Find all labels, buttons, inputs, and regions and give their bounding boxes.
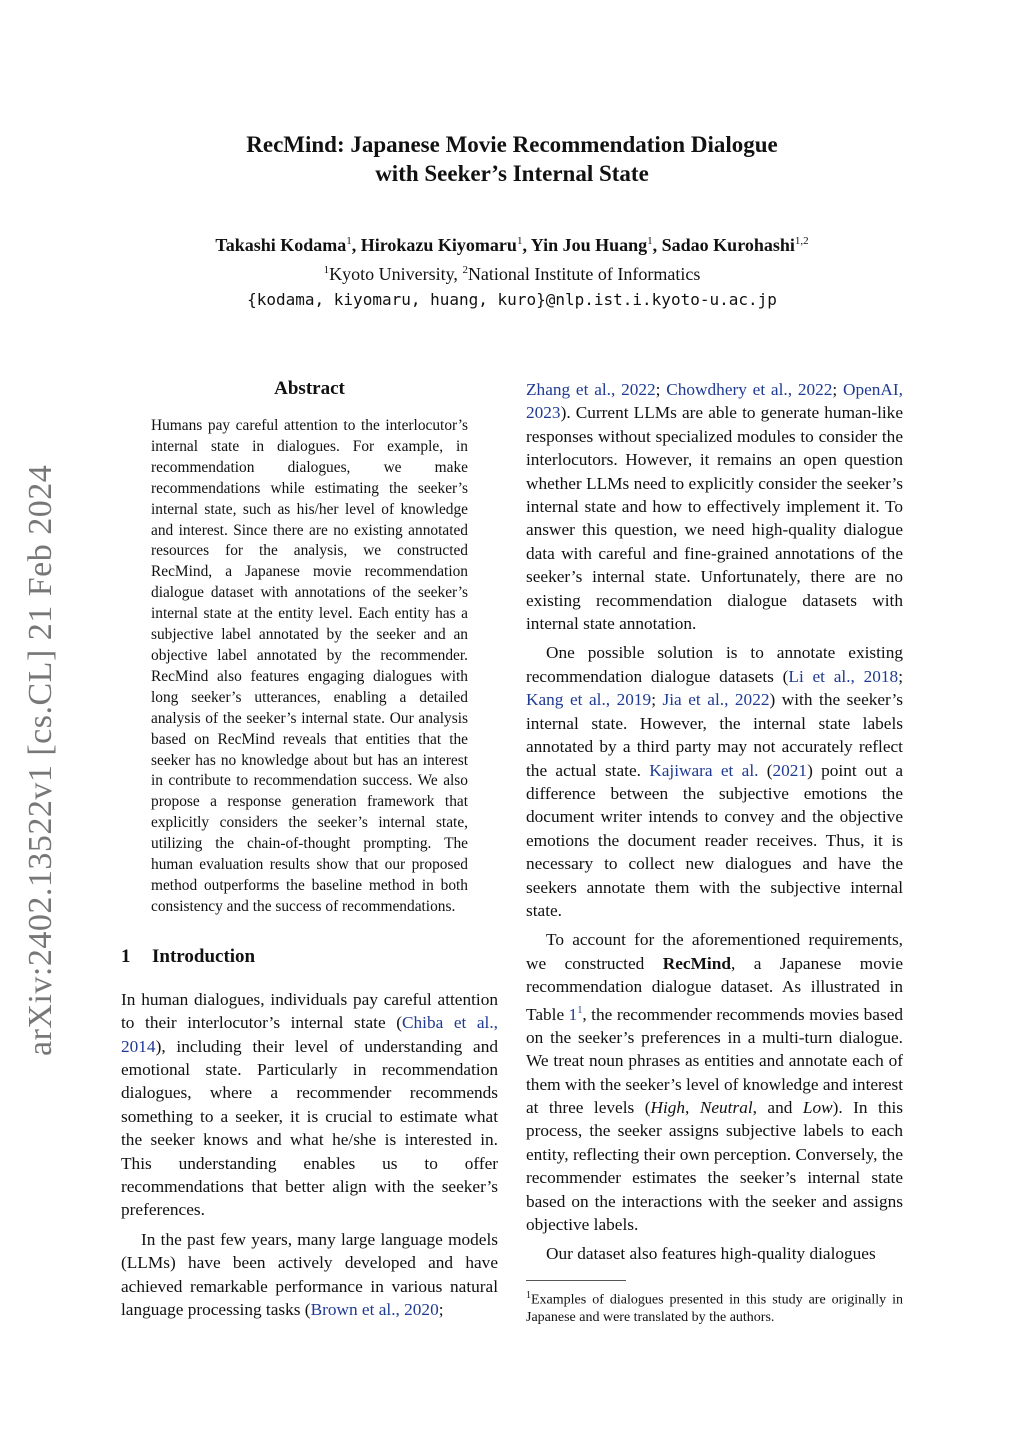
author-names — [0, 229, 1024, 258]
text-run: ), including their level of understanding and emotional state. Particularly in recommendation dialogues, where a recommender recommends something to a seeker, it is crucial to estimate what the seeker knows and what he/she is interested in. This understanding enables us to offer recommendations that better align with the seeker’s preferences. — [121, 1036, 498, 1220]
level-neutral: Neutral — [699, 1097, 753, 1117]
footnote-text: Examples of dialogues presented in this study are originally in Japanese and were translated by the authors. — [526, 1292, 903, 1326]
citation-zhang-2022[interactable]: Zhang et al., 2022 — [526, 380, 656, 399]
footnote-1-link[interactable]: 1 — [577, 1004, 583, 1016]
citation-jia-2022[interactable]: Jia et al., 2022 — [662, 690, 770, 710]
footnote-1 — [526, 1287, 903, 1328]
text-run: In the past few years, many large language models (LLMs) have been actively developed and have achieved remarkable performance in various natural language processing tasks ( — [121, 1229, 498, 1320]
author-block — [0, 229, 1024, 312]
text-run: ; — [898, 666, 903, 686]
citation-chiba-2014[interactable]: Chiba et al., 2014 — [121, 1013, 498, 1056]
text-run: ). Current LLMs are able to generate human-like responses without specialized modules to consider the interlocutors. However, it remains an open question whether LLMs need to explicitly consider the seeker’s internal state and how to effectively implement it. To answer this question, we need high-quality dialogue data with careful and fine-grained annotations of the seeker’s internal state. Unfortunately, there are no existing recommendation dialogue datasets with internal state annotation. — [526, 403, 903, 634]
text-run: ) point out a difference between the subjective emotions the document writer intends to convey and the objective emotions the document reader receives. Thus, it is necessary to collect new dialogues and have the seekers annotate them with the subjective internal state. — [526, 760, 903, 920]
text-run: ; — [832, 380, 843, 399]
footnote-divider — [526, 1280, 626, 1281]
text-run: ( — [758, 760, 773, 780]
text-run: ; — [655, 380, 667, 399]
text-run: , — [685, 1097, 700, 1117]
abstract-heading: Abstract — [274, 378, 345, 399]
affiliation-2: National Institute of Informatics — [467, 264, 701, 284]
author-emails: {kodama, kiyomaru, huang, kuro}@nlp.ist.i.kyoto-u.ac.jp — [247, 290, 777, 309]
intro-paragraph-2 — [121, 1228, 498, 1322]
intro-paragraph-5: Our dataset also features high-quality dialogues — [546, 1244, 876, 1264]
text-run: One possible solution is to annotate existing recommendation dialogue datasets ( — [526, 643, 903, 686]
text-run: , the recommender recommends movies based on the seeker’s preferences in a multi-turn dialogue. We treat noun phrases as entities and annotate each of them with the seeker’s level of knowledge and interest at three levels ( — [526, 1004, 903, 1117]
level-high: High — [650, 1097, 686, 1117]
affiliation-1: Kyoto University, — [329, 264, 463, 284]
paper-title — [0, 130, 1024, 188]
section-title: Introduction — [152, 945, 256, 967]
text-run: ; — [438, 1300, 444, 1320]
citation-openai-2023[interactable]: OpenAI, 2023 — [526, 380, 903, 423]
level-low: Low — [802, 1097, 833, 1117]
citation-chowdhery-2022[interactable]: Chowdhery et al., 2022 — [666, 380, 833, 399]
citation-kang-2019[interactable]: Kang et al., 2019 — [526, 690, 652, 710]
author-1: Takashi Kodama — [215, 235, 347, 255]
arxiv-stamp — [14, 450, 70, 1060]
table-1-link[interactable]: 1 — [568, 1004, 578, 1024]
text-run: ). In this process, the seeker assigns subjective labels to each entity, reflecting their own perception. Conversely, the recommender estimates the seeker’s internal state based on the interactions with the seeker and assigns objective labels. — [526, 1097, 903, 1234]
affiliation-1-mark: 1 — [323, 264, 330, 276]
intro-paragraph-2-continued — [526, 378, 903, 635]
author-2: , Hirokazu Kiyomaru — [351, 235, 517, 255]
text-run: ; — [651, 690, 663, 710]
abstract-text: Humans pay careful attention to the interlocutor’s internal state in dialogues. For example, in recommendation dialogues, we make recommendations while estimating the seeker’s internal state, such as his/her level of knowledge and interest. Since there are no existing annotated resources for the analysis, we constructed RecMind, a Japanese movie recommendation dialogue dataset with annotations of the seeker’s internal state at the entity level. Each entity has a subjective label annotated by the seeker and an objective label annotated by the recommender. RecMind also features engaging dialogues with long seeker’s utterances, enabling a detailed analysis of the seeker’s internal state. Our analysis based on RecMind reveals that entities that the seeker has no knowledge about but has an interest in contribute to recommendation success. We also propose a response generation framework that explicitly considers the seeker’s internal state, utilizing the chain-of-thought prompting. The human evaluation results show that our proposed method outperforms the baseline method in both consistency and the success of recommendations. — [151, 417, 468, 915]
author-4: , Sadao Kurohashi — [652, 235, 795, 255]
citation-kajiwara-year[interactable]: 2021 — [772, 760, 808, 780]
text-run: , a Japanese movie recommendation dialogue dataset. As illustrated in Table — [526, 953, 903, 1024]
citation-brown-2020[interactable]: Brown et al., 2020 — [310, 1300, 439, 1320]
left-column — [121, 378, 498, 1327]
text-run: ) with the seeker’s internal state. However, the internal state labels annotated by a third party may not accurately reflect the actual state. — [526, 690, 903, 780]
dataset-name: RecMind — [662, 953, 731, 973]
text-run: , and — [752, 1097, 803, 1117]
intro-paragraph-4 — [526, 928, 903, 1236]
affiliation-2-mark: 2 — [462, 264, 468, 276]
citation-kajiwara[interactable]: Kajiwara et al. — [649, 760, 759, 780]
author-1-affil: 1 — [346, 235, 352, 247]
author-3-affil: 1 — [647, 235, 653, 247]
right-column — [526, 378, 903, 1327]
title-line-2: with Seeker’s Internal State — [375, 161, 649, 186]
text-run: In human dialogues, individuals pay careful attention to their interlocutor’s internal state ( — [121, 989, 498, 1033]
section-heading-introduction — [121, 946, 498, 968]
intro-paragraph-3 — [526, 641, 903, 922]
footnote-mark: 1 — [526, 1289, 531, 1301]
title-line-1: RecMind: Japanese Movie Recommendation Dialogue — [246, 132, 778, 157]
affiliations — [0, 258, 1024, 287]
section-number: 1 — [121, 945, 131, 967]
citation-li-2018[interactable]: Li et al., 2018 — [788, 666, 899, 686]
author-4-affil: 1,2 — [794, 235, 809, 247]
author-2-affil: 1 — [516, 235, 523, 247]
author-3: , Yin Jou Huang — [522, 235, 648, 255]
arxiv-stamp-text: arXiv:2402.13522v1 [cs.CL] 21 Feb 2024 — [22, 464, 59, 1056]
text-run: To account for the aforementioned requirements, we constructed — [526, 930, 903, 973]
intro-paragraph-1 — [121, 988, 498, 1222]
